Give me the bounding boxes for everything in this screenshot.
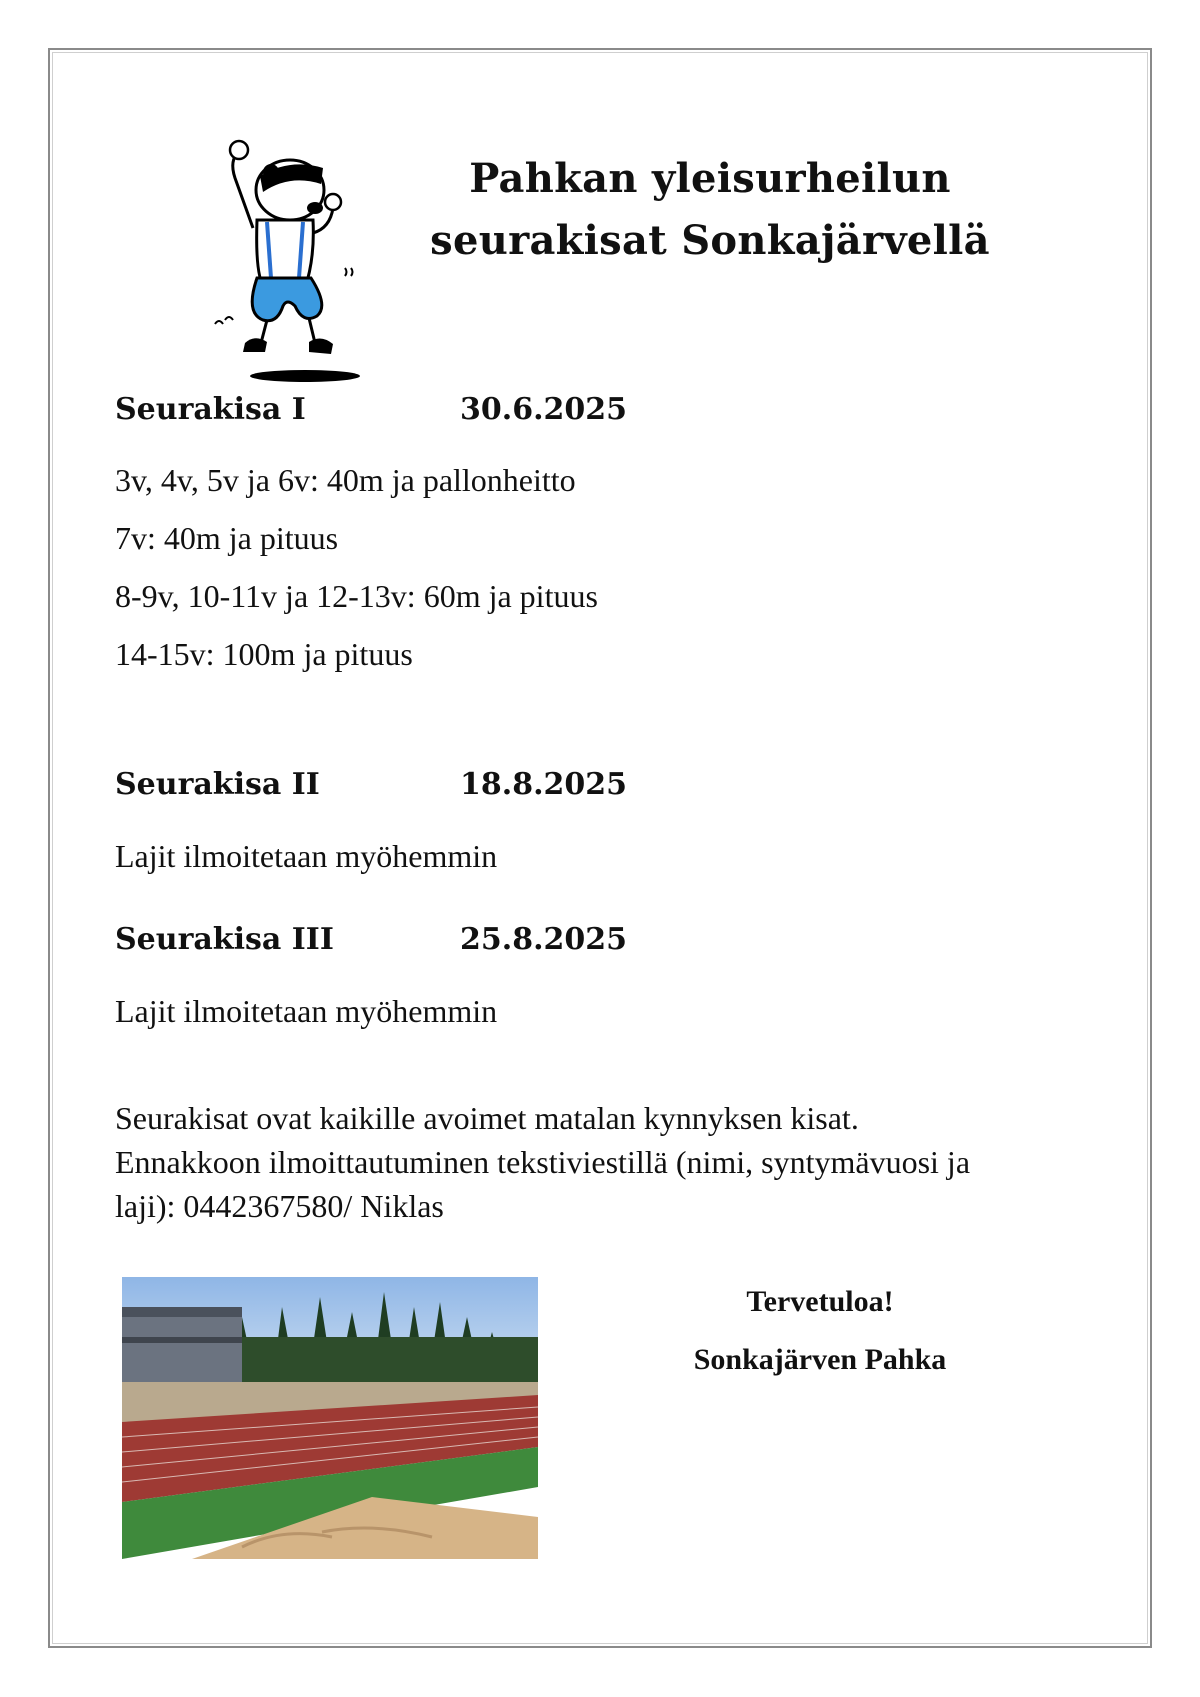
- event-3-name: Seurakisa III: [115, 922, 334, 957]
- info-line-2: Ennakkoon ilmoittautuminen tekstiviestillä (nimi, syntymävuosi ja: [115, 1144, 971, 1180]
- event-1-heading: [115, 392, 628, 427]
- page-title: [410, 148, 1010, 272]
- event-2-name: Seurakisa II: [115, 767, 320, 802]
- event-3-line-1: Lajit ilmoitetaan myöhemmin: [115, 993, 498, 1029]
- event-1-name: Seurakisa I: [115, 392, 306, 427]
- event-1-line-4: 14-15v: 100m ja pituus: [115, 636, 413, 672]
- event-1-line-3: 8-9v, 10-11v ja 12-13v: 60m ja pituus: [115, 578, 598, 614]
- event-1-line-1: 3v, 4v, 5v ja 6v: 40m ja pallonheitto: [115, 462, 576, 498]
- title-line-1: Pahkan yleisurheilun: [469, 155, 951, 202]
- event-3-heading: [115, 922, 628, 957]
- event-1-date: 30.6.2025: [460, 392, 628, 427]
- signature-text: Sonkajärven Pahka: [693, 1343, 947, 1376]
- info-line-1: Seurakisat ovat kaikille avoimet matalan kynnyksen kisat.: [115, 1100, 859, 1136]
- track-photo: [122, 1277, 538, 1559]
- badger-mascot-image: [205, 138, 385, 388]
- event-2-line-1: Lajit ilmoitetaan myöhemmin: [115, 838, 498, 874]
- event-2-date: 18.8.2025: [460, 767, 628, 802]
- welcome-text: Tervetuloa!: [746, 1285, 894, 1318]
- event-3-date: 25.8.2025: [460, 922, 628, 957]
- event-2-heading: [115, 767, 628, 802]
- event-1-line-2: 7v: 40m ja pituus: [115, 520, 339, 556]
- title-line-2: seurakisat Sonkajärvellä: [430, 217, 990, 264]
- info-paragraph: [115, 1096, 1115, 1228]
- info-line-3: laji): 0442367580/ Niklas: [115, 1188, 444, 1224]
